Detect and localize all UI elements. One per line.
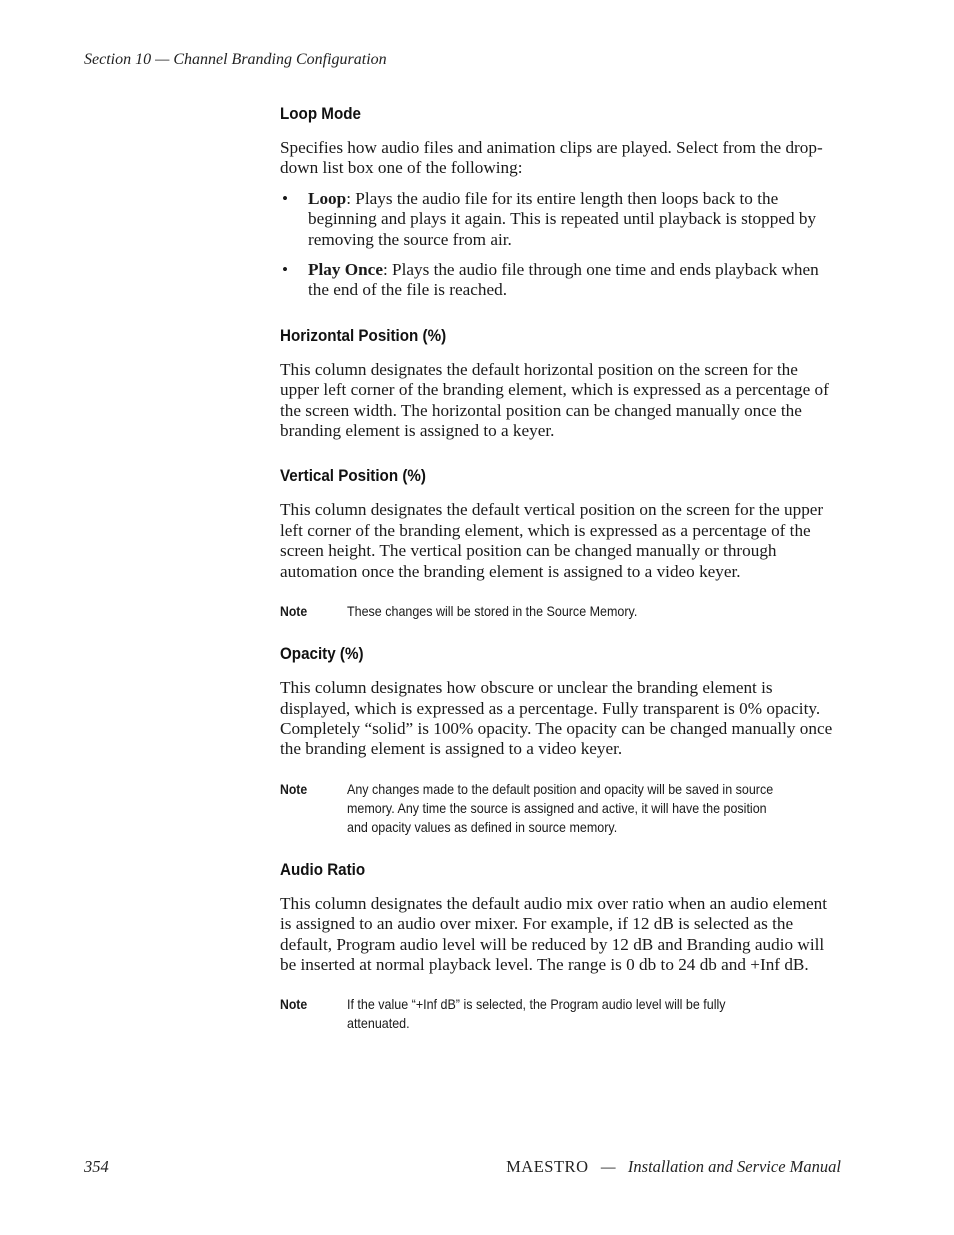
note-opacity xyxy=(280,780,840,837)
option-description: : Plays the audio file through one time and ends playback when the end of the file is reached. xyxy=(308,260,819,300)
option-term: Play Once xyxy=(308,260,383,280)
note-vertical xyxy=(280,602,840,621)
list-item xyxy=(280,189,840,250)
note-label: Note xyxy=(280,997,308,1013)
horizontal-position-body: This column designates the default horizontal position on the screen for the upper left corner of the branding element, which is expressed as a percentage of the screen width. The horizontal position can be changed manually once the branding element is assigned to a keyer. xyxy=(280,359,829,441)
heading-vertical-position: Vertical Position (%) xyxy=(280,467,426,486)
loop-mode-options-list xyxy=(280,189,840,301)
audio-ratio-body: This column designates the default audio mix over ratio when an audio element is assigned to an audio over mixer. For example, if 12 dB is selected as the default, Program audio level will be reduced by 12 dB and Branding audio will be inserted at normal playback level. The range is 0 db to 24 db and +Inf dB. xyxy=(280,893,827,974)
note-text: Any changes made to the default position and opacity will be saved in source memory. Any time the source is assigned and active, it will have the position and opacity values as defined in source memory. xyxy=(347,781,774,835)
note-audio-ratio xyxy=(280,995,840,1033)
product-name: MAESTRO xyxy=(506,1157,589,1176)
note-text: If the value “+Inf dB” is selected, the Program audio level will be fully attenuated. xyxy=(347,997,726,1032)
bullet-icon: • xyxy=(282,188,289,208)
page-content xyxy=(280,105,840,1033)
footer-separator: — xyxy=(600,1157,616,1176)
note-label: Note xyxy=(280,781,308,797)
running-header: Section 10 — Channel Branding Configuration xyxy=(84,51,387,68)
note-text: These changes will be stored in the Source Memory. xyxy=(347,604,638,620)
list-item xyxy=(280,260,840,301)
page-number: 354 xyxy=(84,1157,109,1176)
heading-audio-ratio: Audio Ratio xyxy=(280,860,366,879)
manual-title: Installation and Service Manual xyxy=(627,1157,841,1176)
running-footer xyxy=(506,1157,841,1177)
heading-opacity: Opacity (%) xyxy=(280,645,364,664)
bullet-icon: • xyxy=(282,260,289,280)
option-term: Loop xyxy=(308,188,347,208)
note-label: Note xyxy=(280,604,308,620)
heading-loop-mode: Loop Mode xyxy=(280,105,361,123)
heading-horizontal-position: Horizontal Position (%) xyxy=(280,326,447,345)
loop-mode-intro: Specifies how audio files and animation clips are played. Select from the drop-down list box one of the following: xyxy=(280,138,823,178)
opacity-body: This column designates how obscure or unclear the branding element is displayed, which is expressed as a percentage. Fully transparent is 0% opacity. Completely “solid” is 100% opacity. The opacity can be changed manually once the branding element is assigned to a video keyer. xyxy=(280,678,833,759)
option-description: : Plays the audio file for its entire length then loops back to the beginning and plays it again. This is repeated until playback is stopped by removing the source from air. xyxy=(308,188,817,249)
vertical-position-body: This column designates the default vertical position on the screen for the upper left corner of the branding element, which is expressed as a percentage of the screen height. The vertical position can be changed manually or through automation once the branding element is assigned to a video keyer. xyxy=(280,500,824,581)
